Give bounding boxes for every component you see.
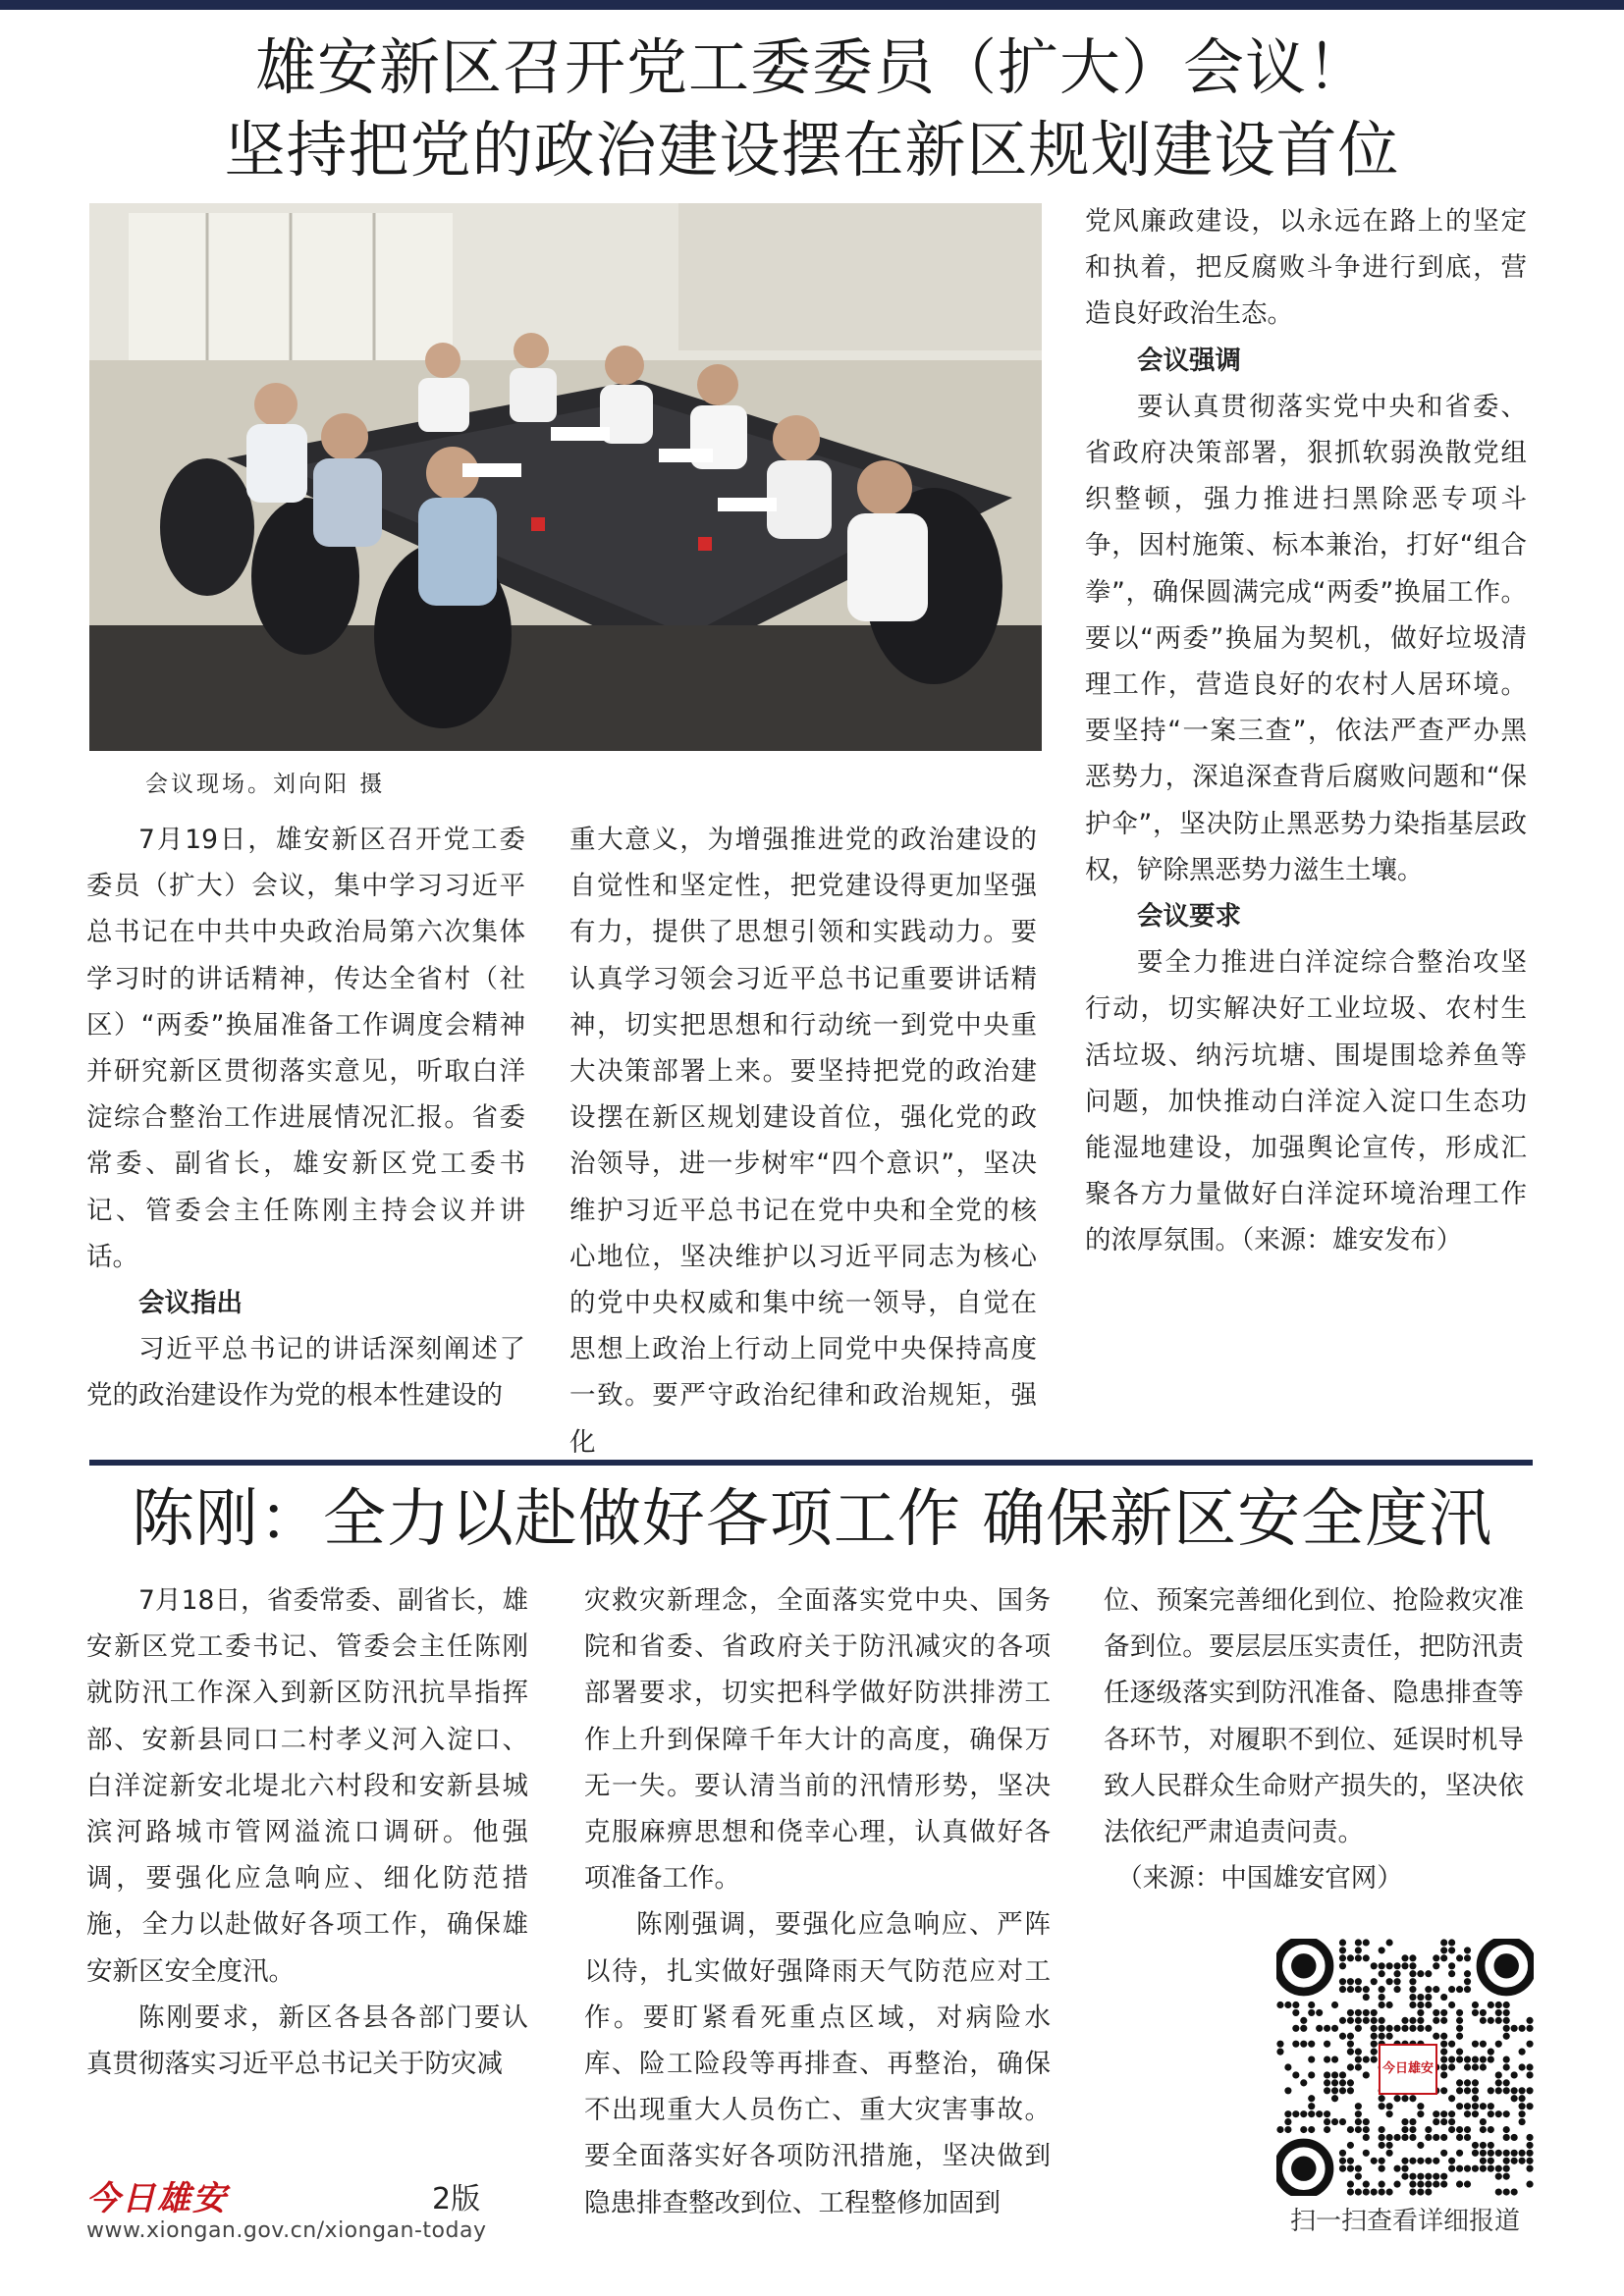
page-number: 2版 [432, 2182, 481, 2216]
paragraph: 灾救灾新理念，全面落实党中央、国务院和省委、省政府关于防汛减灾的各项部署要求，切实把科学做好防洪排涝工作上升到保障千年大计的高度，确保万无一失。要认清当前的汛情形势，坚决克服麻痹思想和侥幸心理，认真做好各项准备工作。 [584, 1585, 1051, 1895]
section-divider [89, 1460, 1533, 1466]
paragraph: 要全力推进白洋淀综合整治攻坚行动，切实解决好工业垃圾、农村生活垃圾、纳污坑塘、围堤围埝养鱼等问题，加快推动白洋淀入淀口生态功能湿地建设，加强舆论宣传，形成汇聚各方力量做好白洋淀环境治理工作的浓厚氛围。（来源：雄安发布） [1085, 947, 1527, 1256]
footer-url[interactable]: www.xiongan.gov.cn/xiongan-today [86, 2218, 487, 2243]
article-1-column-3 [1085, 198, 1527, 1264]
paragraph: 习近平总书记的讲话深刻阐述了党的政治建设作为党的根本性建设的 [86, 1334, 525, 1412]
paragraph: 陈刚强调，要强化应急响应、严阵以待，扎实做好强降雨天气防范应对工作。要盯紧看死重点区域，对病险水库、险工险段等再排查、再整治，确保不出现重大人员伤亡、重大灾害事故。要全面落实好各项防汛措施，坚决做到隐患排查整改到位、工程整修加固到 [584, 1909, 1051, 2218]
main-headline-line-2: 坚持把党的政治建设摆在新区规划建设首位 [224, 114, 1400, 186]
subheading-huiyi-qiangdiao: 会议强调 [1137, 345, 1241, 376]
second-headline: 陈刚：全力以赴做好各项工作 确保新区安全度汛 [131, 1483, 1493, 1556]
subheading-huiyi-yaoqiu: 会议要求 [1137, 901, 1241, 933]
article-2-column-1 [86, 1577, 528, 2087]
paragraph: 陈刚要求，新区各县各部门要认真贯彻落实习近平总书记关于防灾减 [86, 2002, 528, 2080]
paragraph: 位、预案完善细化到位、抢险救灾准备到位。要层层压实责任，把防汛责任逐级落实到防汛准备、隐患排查等各环节，对履职不到位、延误时机导致人民群众生命财产损失的，坚决依法依纪严肃追责问责。 [1104, 1585, 1524, 1848]
main-headline-line-1: 雄安新区召开党工委委员（扩大）会议！ [254, 31, 1369, 103]
meeting-photo [89, 203, 1042, 751]
subheading-huiyi-zhichu: 会议指出 [138, 1288, 243, 1319]
paragraph: 重大意义，为增强推进党的政治建设的自觉性和坚定性，把党建设得更加坚强有力，提供了思想引领和实践动力。要认真学习领会习近平总书记重要讲话精神，切实把思想和行动统一到党中央重大决策部署上来。要坚持把党的政治建设摆在新区规划建设首位，强化党的政治领导，进一步树牢“四个意识”，坚决维护习近平总书记在党中央和全党的核心地位，坚决维护以习近平同志为核心的党中央权威和集中统一领导，自觉在思想上政治上行动上同党中央保持高度一致。要严守政治纪律和政治规矩，强化 [569, 825, 1037, 1458]
paragraph: 7月19日，雄安新区召开党工委委员（扩大）会议，集中学习习近平总书记在中共中央政治局第六次集体学习时的讲话精神，传达全省村（社区）“两委”换届准备工作调度会精神并研究新区贯彻落实意见，听取白洋淀综合整治工作进展情况汇报。省委常委、副省长，雄安新区党工委书记、管委会主任陈刚主持会议并讲话。 [86, 825, 525, 1272]
article-1-column-1 [86, 817, 525, 1419]
qr-caption: 扫一扫查看详细报道 [1289, 2207, 1520, 2236]
source-note: （来源：中国雄安官网） [1116, 1863, 1403, 1895]
newspaper-logo: 今日雄安 [86, 2179, 228, 2218]
paragraph: 要认真贯彻落实党中央和省委、省政府决策部署，狠抓软弱涣散党组织整顿，强力推进扫黑除恶专项斗争，因村施策、标本兼治，打好“组合拳”，确保圆满完成“两委”换届工作。要以“两委”换届为契机，做好垃圾清理工作，营造良好的农村人居环境。要坚持“一案三查”，依法严查严办黑恶势力，深追深查背后腐败问题和“保护伞”，坚决防止黑恶势力染指基层政权，铲除黑恶势力滋生土壤。 [1085, 391, 1527, 885]
paragraph: 7月18日，省委常委、副省长，雄安新区党工委书记、管委会主任陈刚就防汛工作深入到新区防汛抗旱指挥部、安新县同口二村孝义河入淀口、白洋淀新安北堤北六村段和安新县城滨河路城市管网溢流口调研。他强调，要强化应急响应、细化防范措施，全力以赴做好各项工作，确保雄安新区安全度汛。 [86, 1585, 528, 1987]
top-rule [0, 0, 1624, 10]
photo-caption: 会议现场。刘向阳 摄 [145, 772, 386, 797]
meeting-photo-illustration [89, 203, 1042, 751]
article-2-column-2 [584, 1577, 1051, 2226]
article-2-column-3 [1104, 1577, 1524, 1901]
paragraph: 党风廉政建设，以永远在路上的坚定和执着，把反腐败斗争进行到底，营造良好政治生态。 [1085, 206, 1527, 330]
qr-center-logo: 今日雄安 [1379, 2044, 1437, 2095]
article-1-column-2 [569, 817, 1037, 1466]
